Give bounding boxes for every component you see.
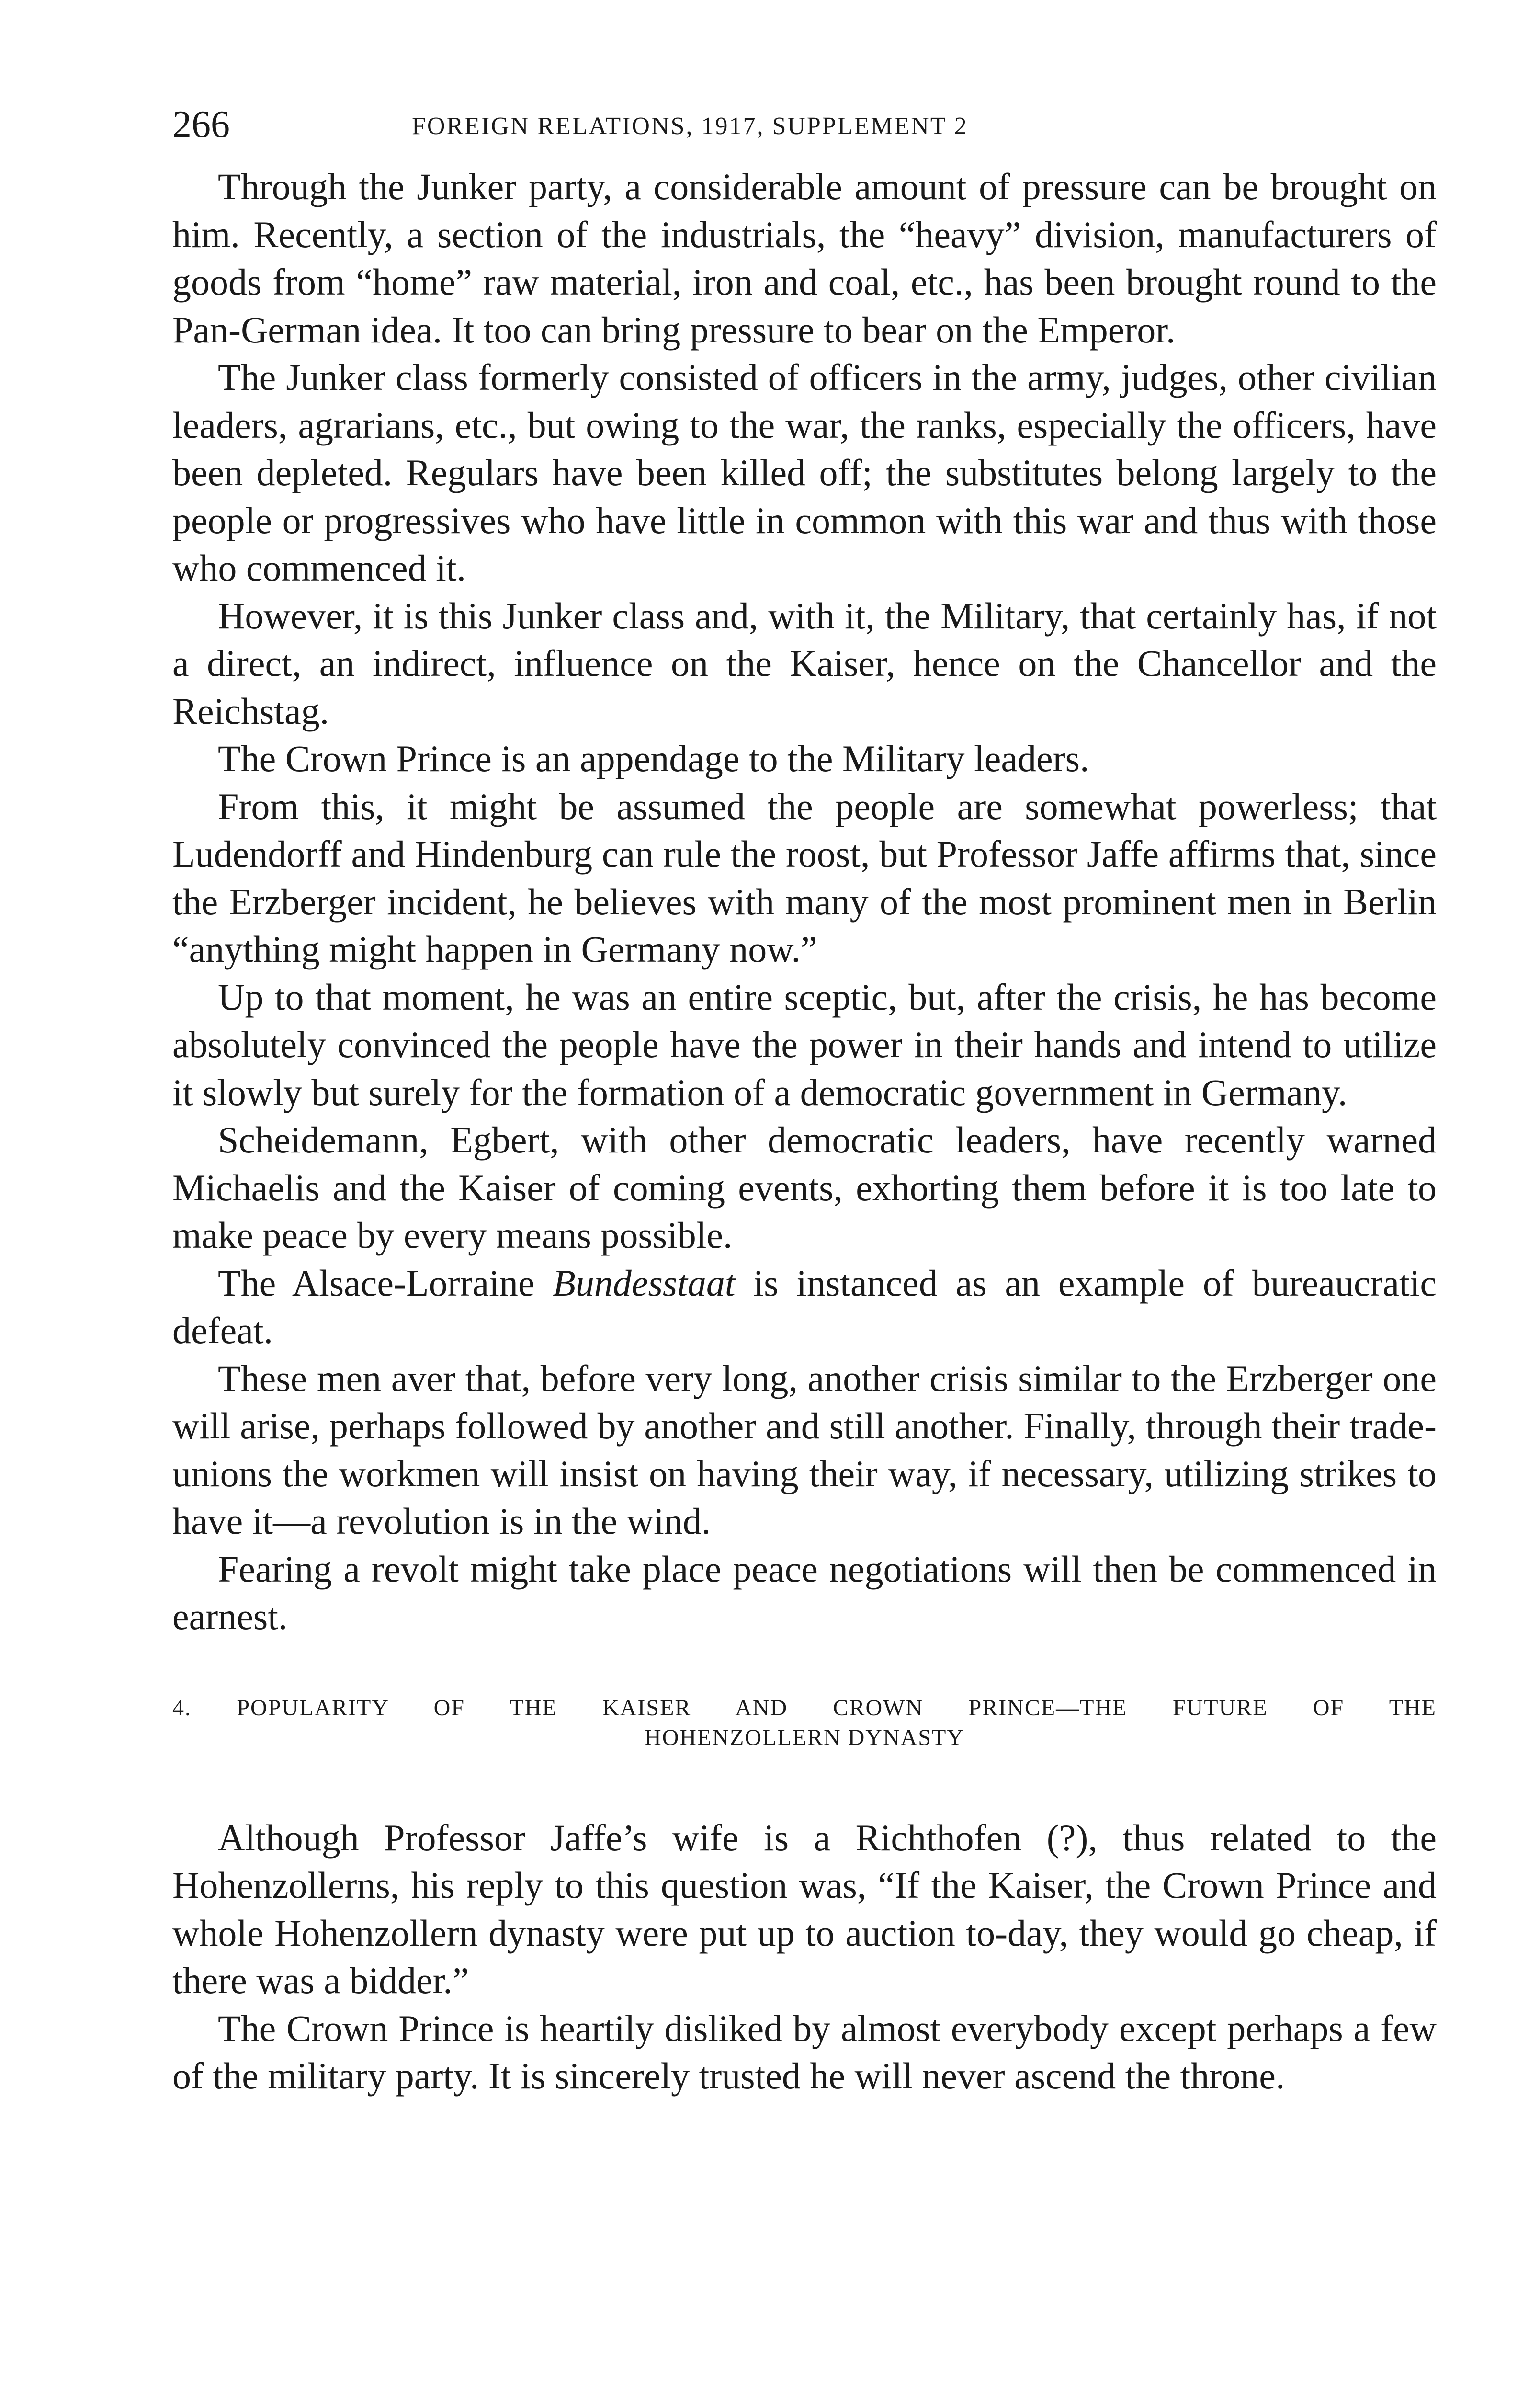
italic-term: Bundesstaat bbox=[553, 1262, 736, 1304]
paragraph: Up to that moment, he was an entire sceptic, but, after the crisis, he has become absolutely convinced the people have the power in their hands and intend to utilize it slowly but surely for the formation of a democratic government in Germany. bbox=[172, 976, 1437, 1113]
running-head bbox=[172, 101, 1437, 158]
paragraph: The Crown Prince is heartily disliked by almost everybody except perhaps a few of the military party. It is sincerely trusted he will never ascend the throne. bbox=[172, 2007, 1437, 2097]
paragraph: The Crown Prince is an appendage to the Military leaders. bbox=[218, 738, 1089, 779]
section-heading-line: HOHENZOLLERN DYNASTY bbox=[645, 1724, 964, 1750]
running-title: FOREIGN RELATIONS, 1917, SUPPLEMENT 2 bbox=[412, 113, 968, 140]
paragraph: Although Professor Jaffe’s wife is a Richthofen (?), thus related to the Hohenzollerns, his reply to this question was, “If the Kaiser, the Crown Prince and whole Hohenzollern dynasty were put up to auction to-day, they would go cheap, if there was a bidder.” bbox=[172, 1816, 1437, 2001]
body-text bbox=[172, 163, 1437, 1641]
paragraph-alsace bbox=[172, 1259, 1437, 1355]
paragraph-text: The Alsace-Lorraine bbox=[218, 1262, 553, 1304]
document-page bbox=[172, 101, 1437, 2100]
paragraph: From this, it might be assumed the people are somewhat powerless; that Ludendorff and Hindenburg can rule the roost, but Professor Jaffe affirms that, since the Erzberger incident, he believes with many of the most prominent men in Berlin “anything might happen in Germany now.” bbox=[172, 785, 1437, 970]
paragraph: The Junker class formerly consisted of officers in the army, judges, other civilian leaders, agrarians, etc., but owing to the war, the ranks, especially the officers, have been depleted. Regulars have been killed off; the substitutes belong largely to the people or progressives who have little in common with this war and thus with those who commenced it. bbox=[172, 356, 1437, 589]
paragraph: Scheidemann, Egbert, with other democratic leaders, have recently warned Michaelis and the Kaiser of coming events, exhorting them before it is too late to make peace by every means possible. bbox=[172, 1119, 1437, 1256]
section-heading bbox=[172, 1693, 1437, 1753]
paragraph: Fearing a revolt might take place peace negotiations will then be commenced in earnest. bbox=[172, 1548, 1437, 1637]
body-text bbox=[172, 1814, 1437, 2100]
paragraph-text: is instanced as an example of bureaucratic defeat. bbox=[172, 1262, 1437, 1351]
paragraph: Through the Junker party, a considerable amount of pressure can be brought on him. Recently, a section of the industrials, the “heavy” division, manufacturers of goods from “home” raw material, iron and coal, etc., has been brought round to the Pan-German idea. It too can bring pressure to bear on the Emperor. bbox=[172, 166, 1437, 351]
paragraph: These men aver that, before very long, another crisis similar to the Erzberger one will arise, perhaps followed by another and still another. Finally, through their trade-unions the workmen will insist on having their way, if necessary, utilizing strikes to have it—a revolution is in the wind. bbox=[172, 1357, 1437, 1542]
section-heading-line: 4. POPULARITY OF THE KAISER AND CROWN PRINCE—THE FUTURE OF THE bbox=[172, 1695, 1437, 1721]
paragraph: However, it is this Junker class and, with it, the Military, that certainly has, if not a direct, an indirect, influence on the Kaiser, hence on the Chancellor and the Reichstag. bbox=[172, 594, 1437, 732]
page-number: 266 bbox=[172, 103, 230, 146]
